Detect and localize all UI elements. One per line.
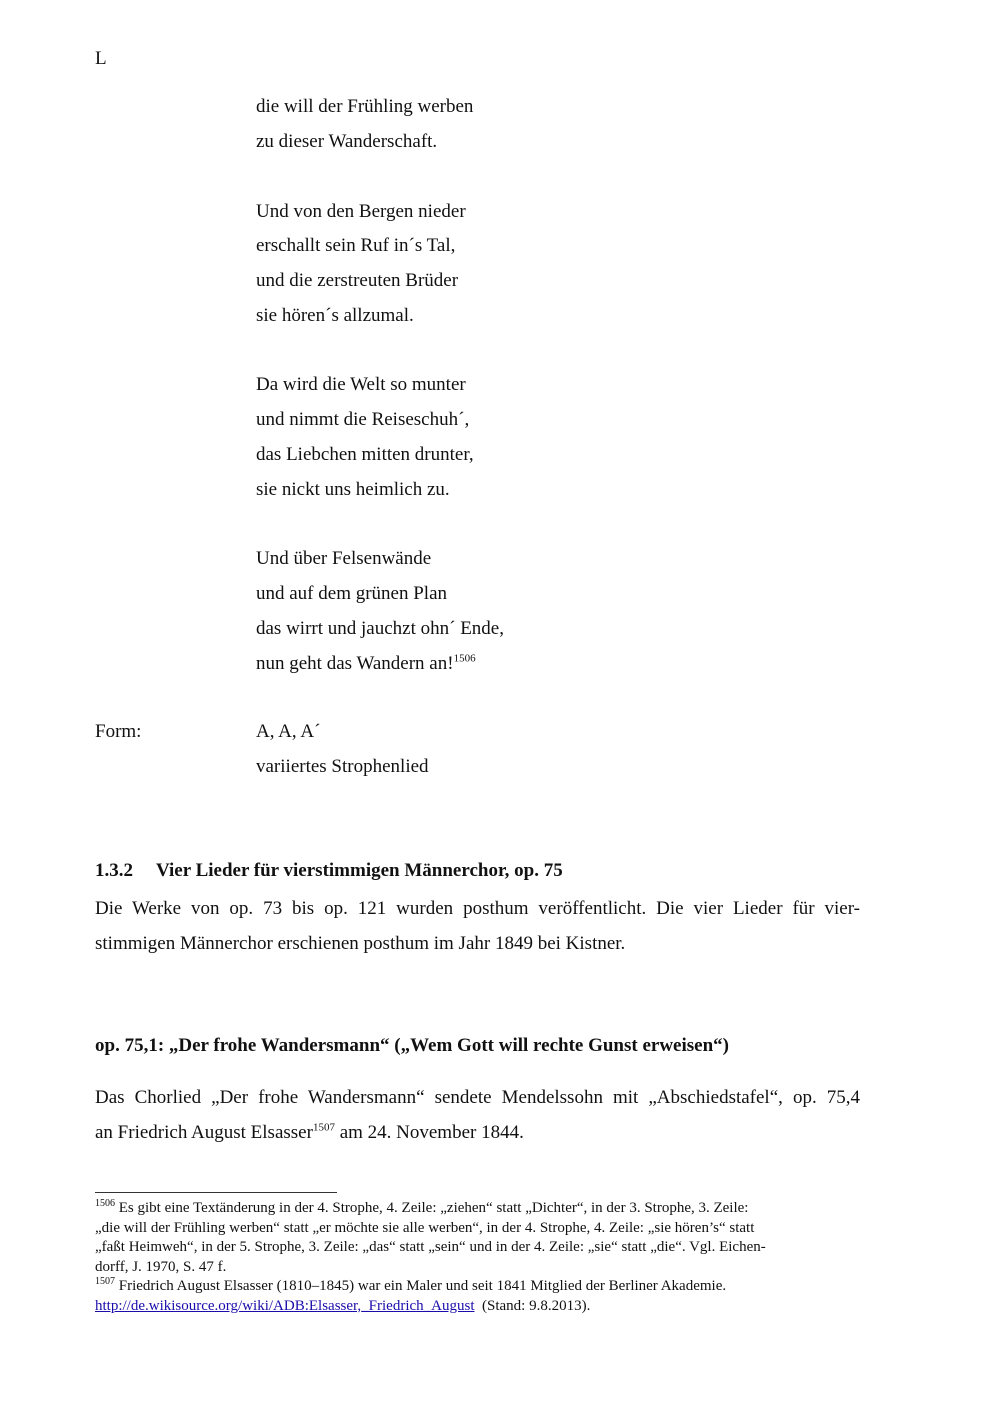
footnote-reference: 1506 [453,652,476,665]
poem-line: Da wird die Welt so munter [256,374,466,395]
wikisource-link[interactable]: http://de.wikisource.org/wiki/ADB:Elsasser,_Friedrich_August [95,1297,475,1314]
footnote-text: Friedrich August Elsasser (1810–1845) war ein Maler und seit 1841 Mitglied der Berliner Akademie. [115,1278,727,1294]
footnote-text: Es gibt eine Textänderung in der 4. Strophe, 4. Zeile: „ziehen“ statt „Dichter“, in der 3. Strophe, 3. Zeile: [115,1200,749,1216]
footnote-1507-line [95,1297,850,1317]
paragraph-line: Das Chorlied „Der frohe Wandersmann“ sendete Mendelssohn mit „Abschiedstafel“, op. 75,4 [95,1087,860,1108]
poem-line: zu dieser Wanderschaft. [256,131,438,152]
poem-line: erschallt sein Ruf in´s Tal, [256,235,456,256]
footnote-1506-line: dorff, J. 1970, S. 47 f. [95,1258,227,1275]
section-paragraph [95,891,860,961]
footnote-separator [95,1192,337,1193]
poem-line: das wirrt und jauchzt ohn´ Ende, [256,618,504,639]
form-label: Form: [95,721,142,742]
paragraph-line: Die Werke von op. 73 bis op. 121 wurden posthum veröffentlicht. Die vier Lieder für vier- [95,898,860,919]
footnote-text: (Stand: 9.8.2013). [474,1297,591,1314]
poem-line-last [256,652,476,676]
poem-line: und auf dem grünen Plan [256,583,448,604]
poem-line: die will der Frühling werben [256,96,474,117]
poem-line-text: nun geht das Wandern an! [256,653,454,674]
page-header-letter: L [95,48,107,69]
form-description: variiertes Strophenlied [256,756,429,777]
subsection-heading: op. 75,1: „Der frohe Wandersmann“ („Wem Gott will rechte Gunst erweisen“) [95,1035,729,1056]
section-heading [95,860,563,882]
section-title: Vier Lieder für vierstimmigen Männerchor, op. 75 [156,860,563,881]
poem-line: und nimmt die Reiseschuh´, [256,409,470,430]
footnote-mark: 1507 [95,1276,115,1287]
paragraph-text: an Friedrich August Elsasser [95,1122,313,1143]
footnote-mark: 1506 [95,1198,115,1209]
paragraph-text: am 24. November 1844. [334,1122,524,1143]
footnotes [95,1199,850,1316]
footnote-1506-line: „die will der Frühling werben“ statt „er möchte sie alle werben“, in der 4. Strophe, 4. Zeile: „sie hören’s“ statt [95,1219,755,1236]
footnote-1507-line [95,1277,850,1297]
footnote-reference: 1507 [312,1121,335,1134]
paragraph-line [95,1115,860,1150]
poem-line: Und von den Bergen nieder [256,201,466,222]
paragraph-line: stimmigen Männerchor erschienen posthum im Jahr 1849 bei Kistner. [95,933,626,954]
poem-line: das Liebchen mitten drunter, [256,444,474,465]
poem-line: Und über Felsenwände [256,548,432,569]
poem-line: und die zerstreuten Brüder [256,270,459,291]
footnote-1506-line: „faßt Heimweh“, in der 5. Strophe, 3. Zeile: „das“ statt „sein“ und in der 4. Zeile: „sie“ statt „die“. Vgl. Eichen- [95,1239,766,1255]
section-number: 1.3.2 [95,860,133,881]
form-value: A, A, A´ [256,721,321,742]
footnote-1506-line [95,1199,850,1219]
poem-line: sie hören´s allzumal. [256,305,414,326]
subsection-paragraph [95,1080,860,1150]
poem-line: sie nickt uns heimlich zu. [256,479,450,500]
